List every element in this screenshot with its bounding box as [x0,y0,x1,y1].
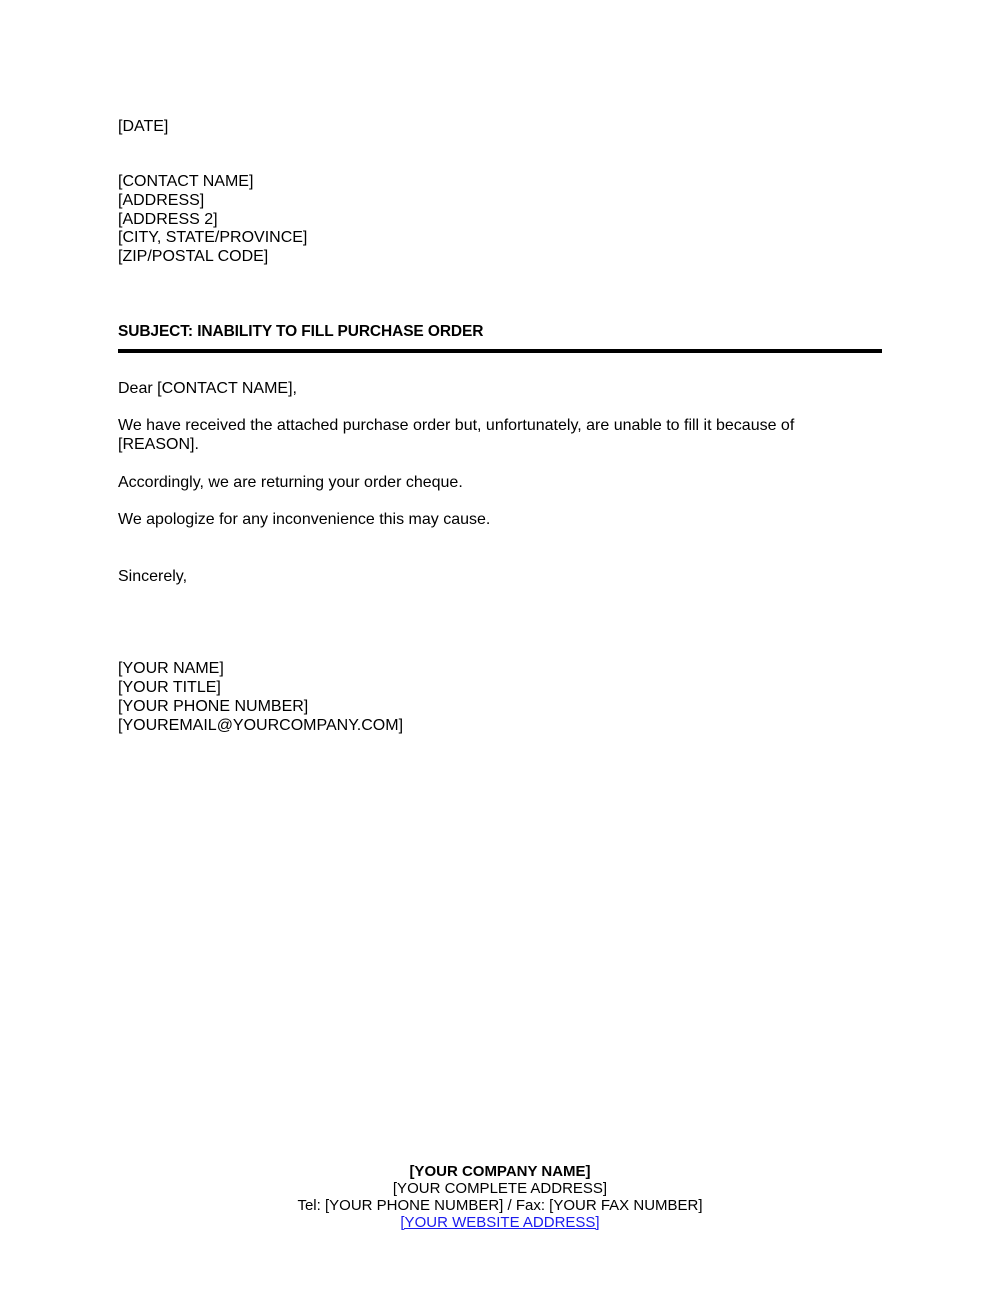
body-paragraph-1: We have received the attached purchase order but, unfortunately, are unable to fill it because of [REASON]. [118,417,795,453]
letter-date: [DATE] [118,118,169,135]
recipient-address-2: [ADDRESS 2] [118,210,218,228]
salutation: Dear [CONTACT NAME], [118,380,297,397]
subject-line: SUBJECT: INABILITY TO FILL PURCHASE ORDER [118,323,484,340]
recipient-address-block [118,173,307,267]
body-paragraph-2: Accordingly, we are returning your order cheque. [118,474,463,491]
footer-address: [YOUR COMPLETE ADDRESS] [392,1180,608,1197]
recipient-zip: [ZIP/POSTAL CODE] [118,248,269,266]
closing: Sincerely, [118,568,188,585]
recipient-name: [CONTACT NAME] [118,173,254,190]
sender-title: [YOUR TITLE] [118,679,221,696]
subject-divider [118,349,882,353]
signature-block [118,659,403,735]
footer-contact: Tel: [YOUR PHONE NUMBER] / Fax: [YOUR FAX NUMBER] [297,1197,703,1214]
recipient-city-state: [CITY, STATE/PROVINCE] [118,229,308,247]
sender-name: [YOUR NAME] [118,660,224,677]
sender-email: [YOUREMAIL@YOURCOMPANY.COM] [118,717,404,734]
body-paragraph-3: We apologize for any inconvenience this may cause. [118,511,491,528]
letterhead-footer [0,1163,1000,1231]
sender-phone: [YOUR PHONE NUMBER] [118,698,309,715]
footer-company-name: [YOUR COMPANY NAME] [409,1163,591,1180]
footer-website-link[interactable]: [YOUR WEBSITE ADDRESS] [400,1214,600,1231]
recipient-address: [ADDRESS] [118,191,205,209]
